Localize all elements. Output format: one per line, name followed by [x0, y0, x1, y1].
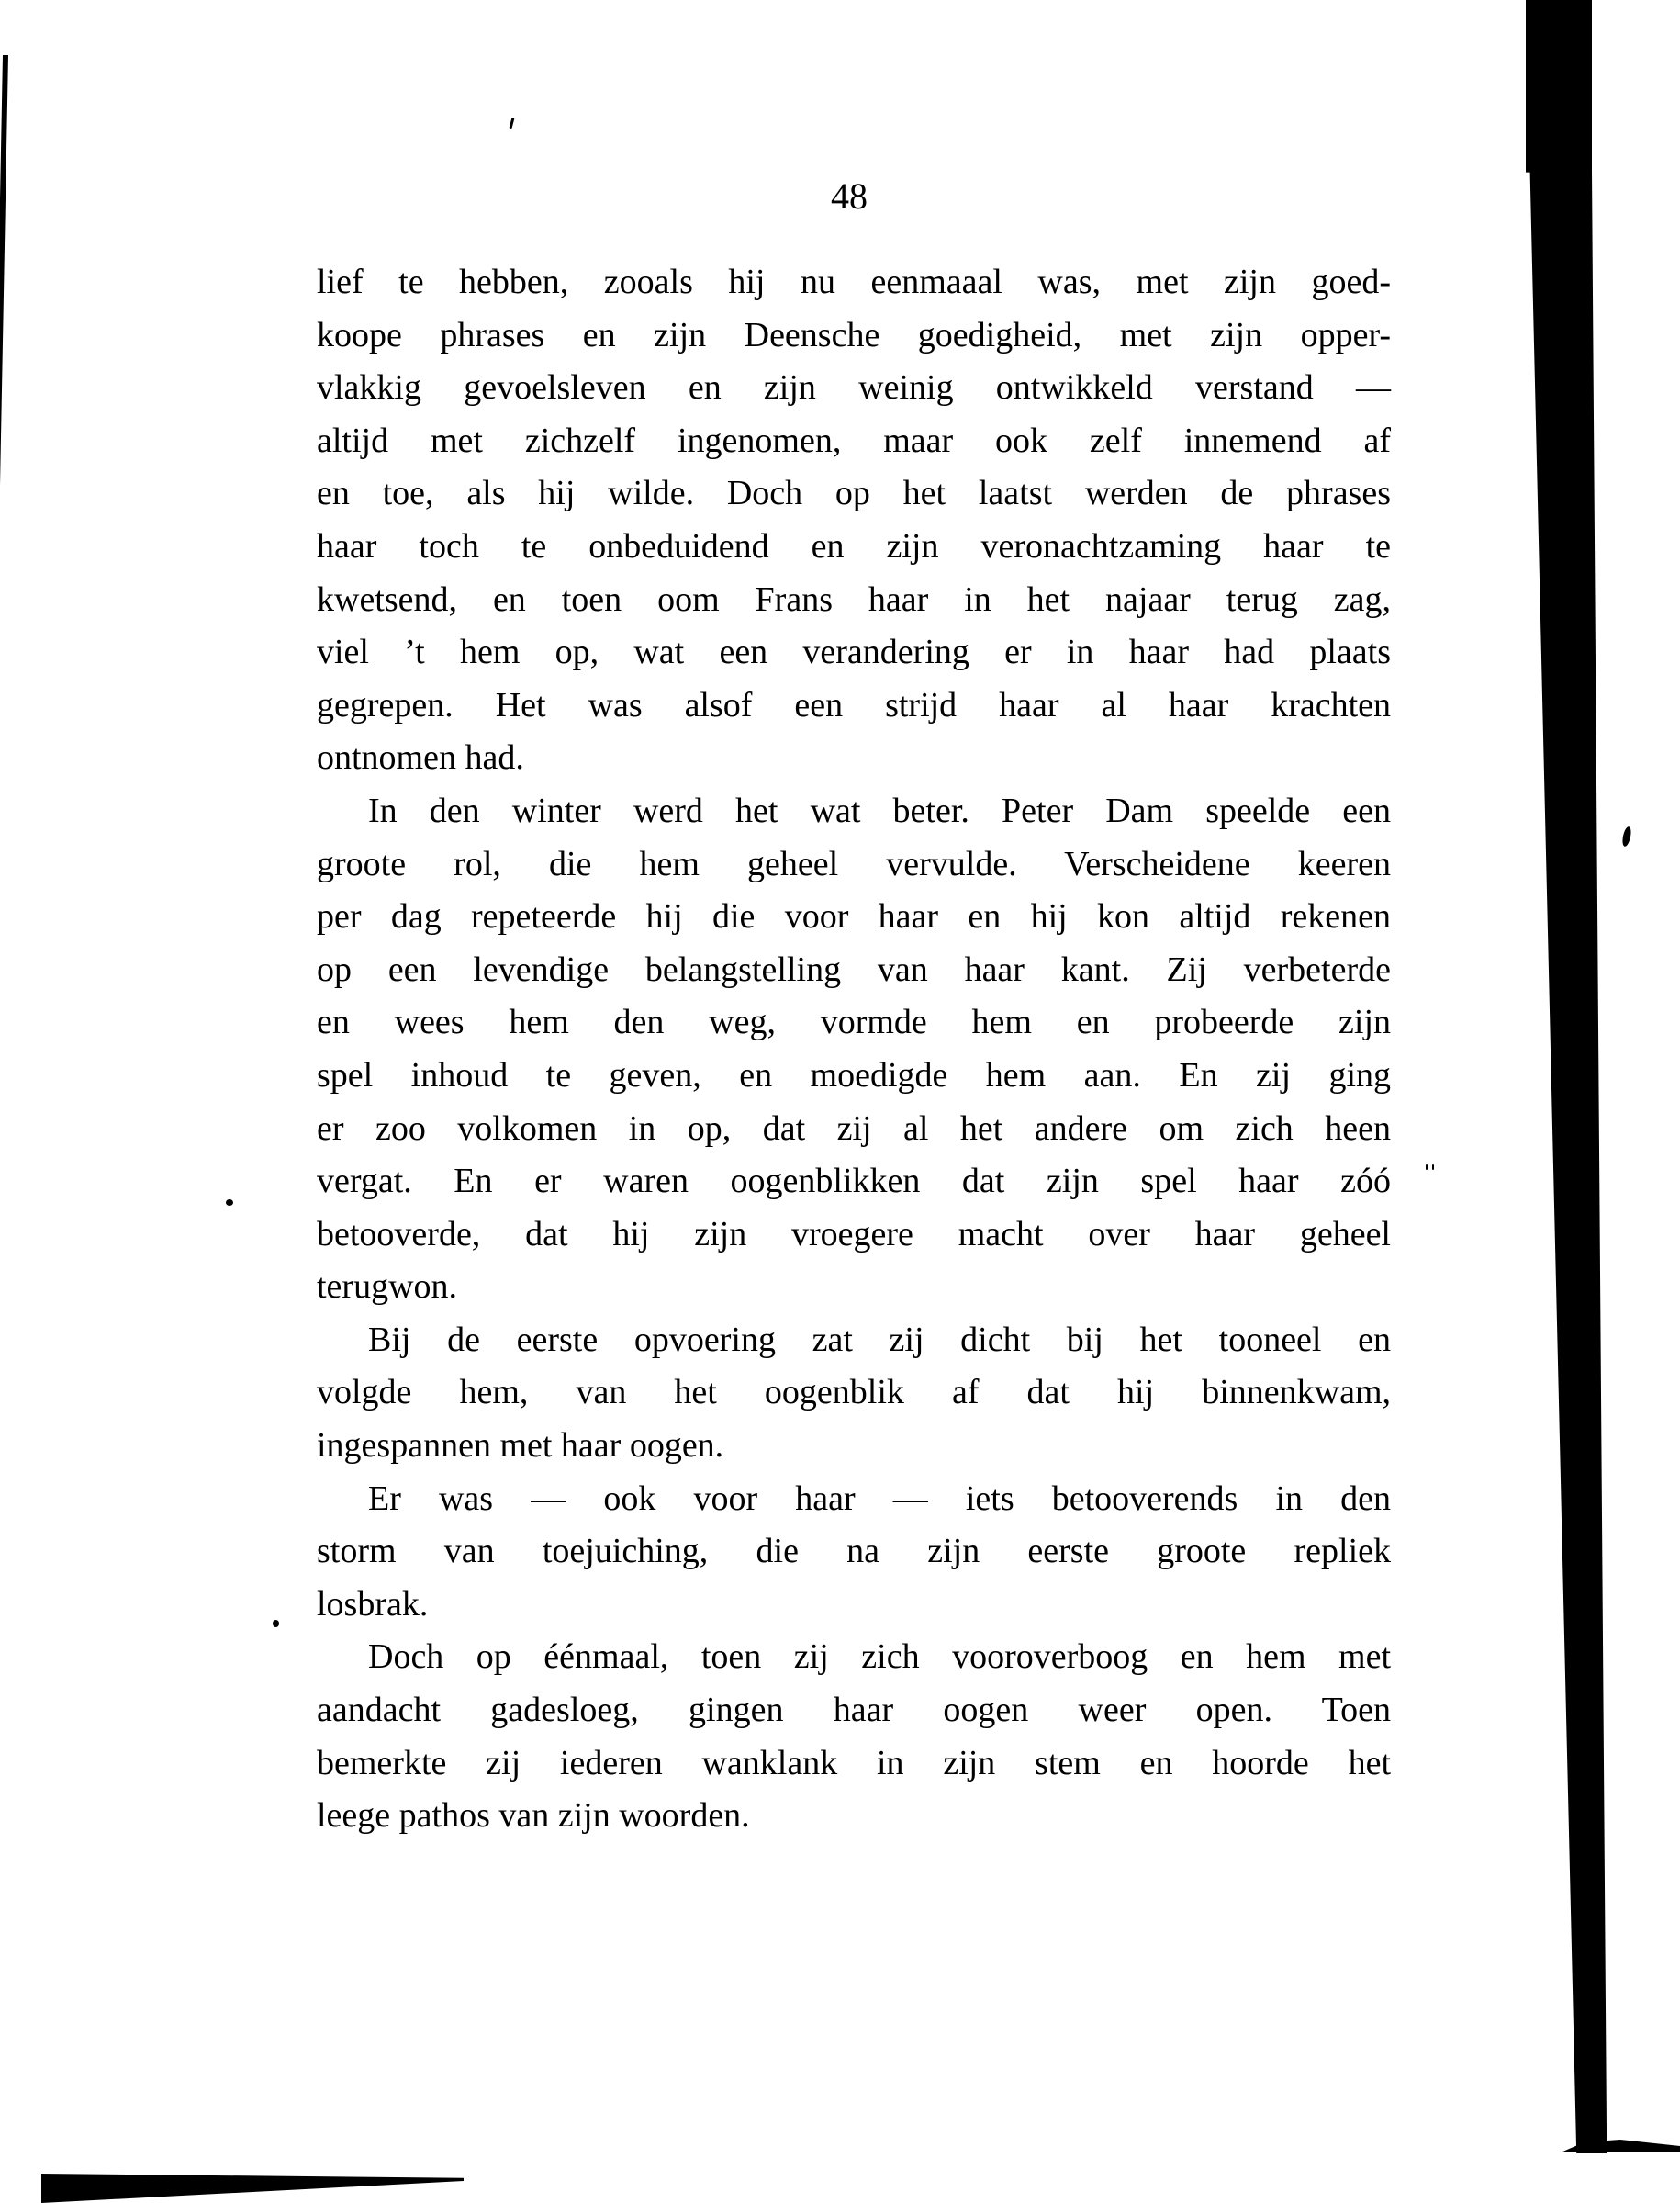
stray-mark — [509, 118, 514, 129]
text-line: terugwon. — [317, 1267, 458, 1307]
text-line: lief te hebben, zooals hij nu eenmaaal was, met zijn goed- — [317, 263, 1391, 301]
text-line: kwetsend, en toen oom Frans haar in het najaar terug zag, — [317, 579, 1391, 619]
text-line: Bij de eerste opvoering zat zij dicht bij het tooneel en — [368, 1320, 1391, 1359]
text-line: en wees hem den weg, vormde hem en probeerde zijn — [317, 1003, 1391, 1042]
stray-dot — [226, 1199, 233, 1206]
text-line: storm van toejuiching, die na zijn eerste groote repliek — [317, 1532, 1391, 1571]
text-line: aandacht gadesloeg, gingen haar oogen weer open. Toen — [317, 1691, 1391, 1730]
text-line: vergat. En er waren oogenblikken dat zijn spel haar zóó — [317, 1162, 1391, 1201]
left-page-edge-line — [0, 55, 8, 2176]
text-line: Er was — ook voor haar — iets betooverends in den — [368, 1478, 1391, 1518]
text-line: per dag repeteerde hij die voor haar en hij kon altijd rekenen — [317, 897, 1391, 937]
text-line: losbrak. — [317, 1584, 429, 1624]
paragraph-1 — [317, 256, 1391, 785]
text-line: In den winter werd het wat beter. Peter Dam speelde een — [368, 791, 1391, 830]
paragraph-3 — [317, 1314, 1391, 1473]
text-line: ontnomen had. — [317, 738, 524, 778]
text-line: bemerkte zij iederen wanklank in zijn stem en hoorde het — [317, 1743, 1391, 1782]
text-line: ingespannen met haar oogen. — [317, 1426, 724, 1466]
text-line: viel ’t hem op, wat een verandering er in haar had plaats — [317, 633, 1391, 672]
text-line: gegrepen. Het was alsof een strijd haar al haar krachten — [317, 685, 1391, 725]
text-line: betooverde, dat hij zijn vroegere macht over haar geheel — [317, 1214, 1391, 1253]
text-line: haar toch te onbeduidend en zijn veronachtzaming haar te — [317, 526, 1391, 566]
paragraph-5 — [317, 1631, 1391, 1842]
text-line: volgde hem, van het oogenblik af dat hij binnenkwam, — [317, 1373, 1391, 1412]
bottom-page-edge-shadow — [41, 2174, 464, 2203]
paragraph-2 — [317, 785, 1391, 1314]
text-line: leege pathos van zijn woorden. — [317, 1796, 750, 1836]
text-line: groote rol, die hem geheel vervulde. Verscheidene keeren — [317, 844, 1391, 883]
stray-mark — [1621, 826, 1632, 847]
page-number: 48 — [831, 175, 868, 217]
text-line: vlakkig gevoelsleven en zijn weinig ontwikkeld verstand — — [317, 368, 1391, 408]
stray-dot — [273, 1620, 279, 1627]
text-line: koope phrases en zijn Deensche goedigheid, met zijn opper- — [317, 315, 1391, 354]
stray-mark — [1426, 1164, 1428, 1170]
text-line: spel inhoud te geven, en moedigde hem aan. En zij ging — [317, 1055, 1391, 1095]
paragraph-4 — [317, 1473, 1391, 1632]
body-text — [317, 256, 1391, 1843]
text-line: Doch op éénmaal, toen zij zich vooroverboog en hem met — [368, 1637, 1391, 1677]
text-line: op een levendige belangstelling van haar kant. Zij verbeterde — [317, 950, 1391, 989]
stray-mark — [1432, 1164, 1434, 1170]
text-line: altijd met zichzelf ingenomen, maar ook zelf innemend af — [317, 421, 1391, 460]
text-line: en toe, als hij wilde. Doch op het laatst werden de phrases — [317, 474, 1391, 513]
right-binding-shadow-mid — [1524, 0, 1625, 2153]
text-line: er zoo volkomen in op, dat zij al het andere om zich heen — [317, 1108, 1391, 1148]
